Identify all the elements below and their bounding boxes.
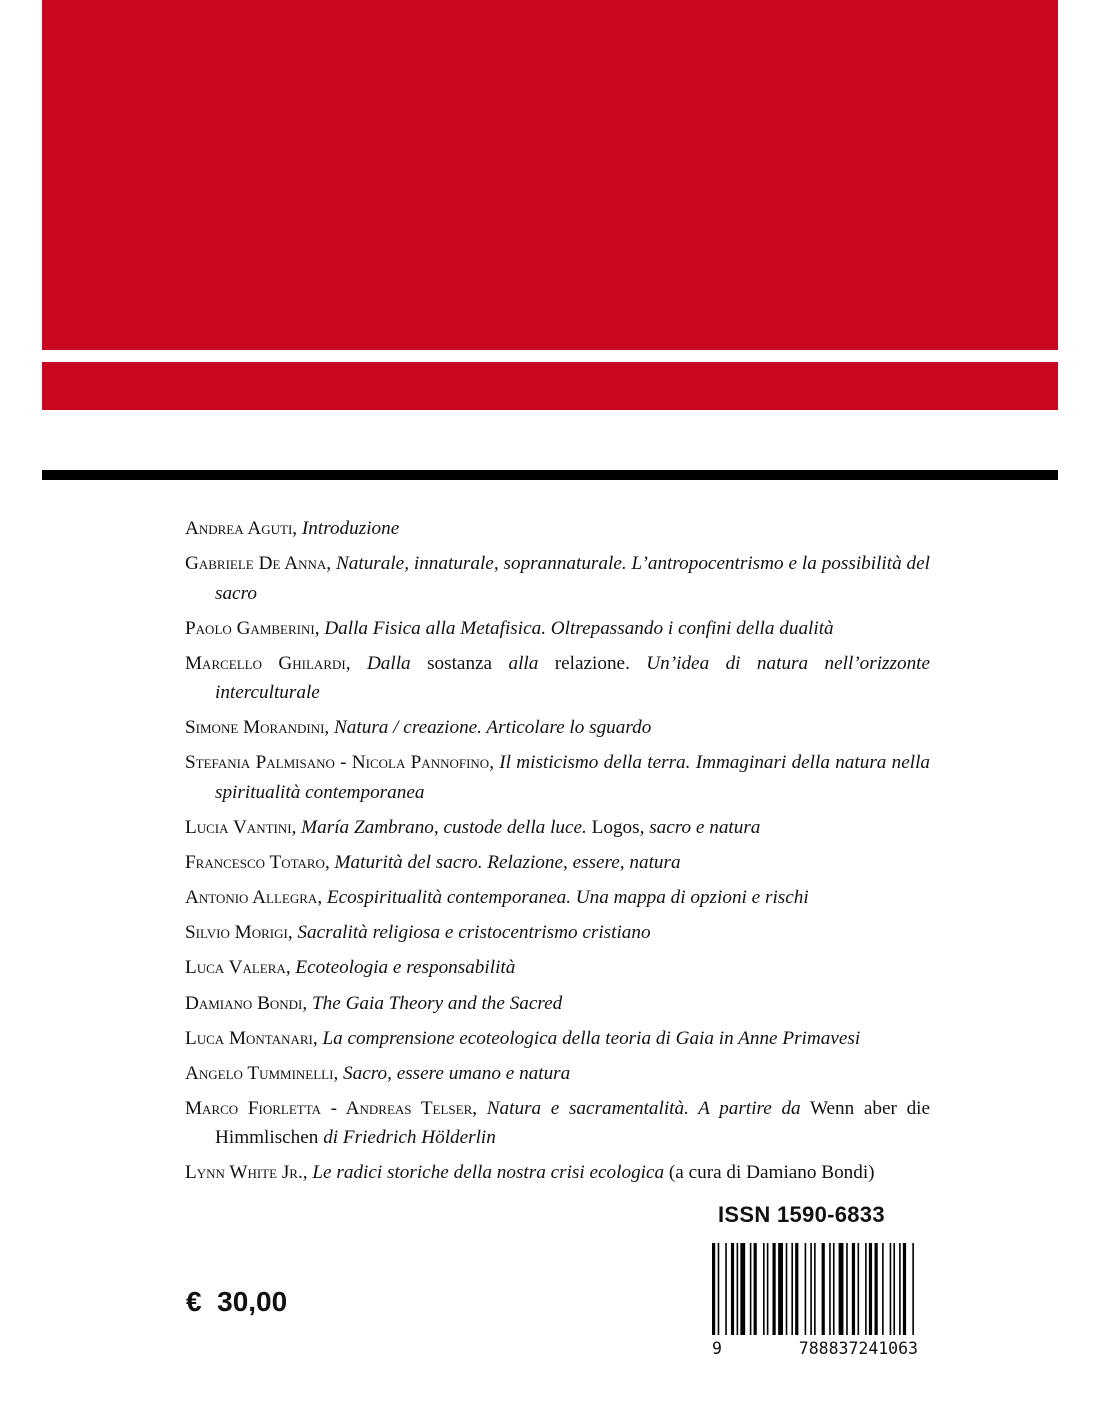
toc-entry — [185, 813, 930, 843]
barcode-bar — [763, 1243, 765, 1335]
barcode-bar — [846, 1243, 848, 1335]
toc-entry — [185, 713, 930, 743]
barcode-bar — [865, 1243, 867, 1335]
toc-entry — [185, 748, 930, 807]
toc-author: Antonio Allegra — [185, 887, 318, 909]
toc-title-italic: Sacralità religiosa e cristocentrismo cristiano — [297, 922, 651, 944]
toc-title-italic: alla — [492, 652, 555, 674]
toc-author: Angelo Tumminelli — [185, 1062, 334, 1084]
toc-text: . — [625, 652, 647, 674]
barcode-bar — [829, 1243, 831, 1335]
barcode-bar — [822, 1243, 825, 1335]
barcode-bar — [893, 1243, 895, 1335]
barcode-bar — [882, 1243, 884, 1335]
issn-label: ISSN 1590-6833 — [718, 1202, 885, 1227]
toc-text: (a cura di Damiano Bondi) — [664, 1162, 875, 1184]
barcode-bar — [814, 1243, 816, 1335]
barcode-bar — [737, 1243, 739, 1335]
toc-author: Lucia Vantini — [185, 817, 292, 839]
barcode-bar — [731, 1243, 734, 1335]
barcode-bar — [899, 1243, 901, 1335]
toc-title-italic: Dalla Fisica alla Metafisica. Oltrepassando i confini della dualità — [324, 617, 834, 639]
toc-title-italic: Natura / creazione. Articolare lo sguardo — [334, 717, 652, 739]
barcode-bar — [772, 1243, 775, 1335]
toc-text: , — [292, 518, 302, 539]
toc-text: , — [285, 957, 296, 979]
barcode-bar — [805, 1243, 807, 1335]
toc-author: Paolo Gamberini — [185, 617, 315, 639]
toc-text: , — [287, 922, 298, 944]
toc-entry — [185, 549, 930, 608]
toc-entry — [185, 1024, 930, 1054]
barcode-bar — [750, 1243, 752, 1335]
toc-entry — [185, 649, 930, 708]
barcode-bar — [869, 1243, 872, 1335]
toc-entry — [185, 614, 930, 644]
barcode-first-digit: 9 — [712, 1339, 722, 1358]
barcode-number: 788837241063 — [798, 1339, 918, 1358]
toc-text: , — [333, 1062, 344, 1084]
toc-title-italic: María Zambrano, custode della luce. — [301, 817, 587, 839]
toc-text: , — [326, 553, 336, 575]
toc-title-italic: Sacro, essere umano e natura — [343, 1062, 571, 1084]
toc-text: sostanza — [427, 652, 493, 674]
barcode-bar — [839, 1243, 844, 1335]
barcode-bar — [833, 1243, 835, 1335]
toc-title-italic: Dalla — [366, 652, 428, 674]
toc-title-italic: , sacro e natura — [639, 817, 761, 839]
cover-red-band-bottom — [42, 362, 1058, 410]
toc-title-italic: Le radici storiche della nostra crisi ecologica — [312, 1162, 665, 1184]
barcode-bar — [718, 1243, 720, 1335]
toc-entry — [185, 848, 930, 878]
toc-text: , — [302, 1162, 313, 1184]
toc-entry — [185, 953, 930, 983]
toc-entry — [185, 918, 930, 948]
toc-title-italic: Maturità del sacro. Relazione, essere, natura — [334, 852, 681, 874]
toc-entry — [185, 883, 930, 913]
toc-entry — [185, 1158, 930, 1188]
toc-title-italic: di Friedrich Hölderlin — [323, 1127, 496, 1149]
barcode-bar — [786, 1243, 788, 1335]
barcode-bar — [852, 1243, 855, 1335]
toc-text: relazione — [554, 652, 626, 674]
toc-author: Stefania Palmisano - Nicola Pannofino — [185, 752, 490, 774]
toc-text: , — [345, 652, 367, 674]
barcode-bar — [903, 1243, 906, 1335]
toc-text: Logos — [586, 817, 640, 839]
toc-author: Gabriele De Anna — [185, 553, 327, 575]
toc-title-italic: Natura e sacramentalità. A partire da — [486, 1097, 801, 1119]
toc-text: , — [324, 852, 335, 874]
toc-author: Luca Montanari — [185, 1027, 313, 1049]
barcode-bar — [791, 1243, 793, 1335]
price-label: € 30,00 — [186, 1286, 288, 1317]
toc-author: Marco Fiorletta - Andreas Telser — [185, 1097, 473, 1119]
toc-author: Francesco Totaro — [185, 852, 325, 874]
toc-title-italic: The Gaia Theory and the Sacred — [311, 992, 563, 1014]
toc-title-italic: Ecospiritualità contemporanea. Una mappa di opzioni e rischi — [326, 887, 809, 909]
table-of-contents — [185, 514, 930, 1194]
toc-entry — [185, 1094, 930, 1153]
barcode-bar — [725, 1243, 727, 1335]
barcode-bar — [712, 1243, 715, 1335]
toc-text: , — [324, 717, 334, 739]
barcode-bar — [778, 1243, 783, 1335]
barcode-bar — [858, 1243, 860, 1335]
cover-red-band-top — [42, 0, 1058, 350]
toc-title-italic: Naturale, innaturale, soprannaturale. L’antropocentrismo e la possibilità del sacro — [215, 553, 931, 604]
toc-author: Lynn White Jr. — [185, 1162, 303, 1184]
toc-text: , — [291, 817, 302, 839]
toc-author: Simone Morandini — [185, 717, 325, 739]
barcode-bar — [795, 1243, 798, 1335]
barcode-digits — [712, 1339, 918, 1359]
toc-text: , — [302, 992, 312, 1014]
barcode-bar — [754, 1243, 757, 1335]
toc-text: , — [472, 1097, 487, 1119]
toc-author: Marcello Ghilardi — [185, 652, 346, 674]
toc-entry — [185, 989, 930, 1019]
toc-title-italic: La comprensione ecoteologica della teoria di Gaia in Anne Primavesi — [322, 1027, 861, 1049]
toc-text: , — [317, 887, 327, 909]
toc-text: , — [314, 617, 325, 639]
barcode-image — [712, 1243, 918, 1335]
barcode-bar — [810, 1243, 812, 1335]
barcode-bar — [740, 1243, 745, 1335]
barcode-bar — [767, 1243, 769, 1335]
toc-title-italic: Un’idea di natura nell’orizzonte interculturale — [215, 652, 931, 704]
toc-author: Damiano Bondi — [185, 992, 303, 1014]
toc-title-italic: Ecoteologia e responsabilità — [295, 957, 516, 979]
black-divider-rule — [42, 470, 1058, 480]
barcode-bar — [890, 1243, 892, 1335]
toc-text: Wenn aber die Himmlischen — [215, 1097, 931, 1149]
toc-text: , — [312, 1027, 323, 1049]
barcode-bar — [912, 1243, 914, 1335]
toc-entry — [185, 1059, 930, 1089]
toc-author: Silvio Morigi — [185, 922, 288, 944]
toc-author: Luca Valera — [185, 957, 286, 979]
toc-title-italic: Introduzione — [301, 518, 400, 539]
toc-entry — [185, 514, 930, 544]
barcode-bar — [875, 1243, 878, 1335]
toc-text: , — [489, 752, 500, 774]
toc-author: Andrea Aguti — [185, 518, 293, 539]
toc-title-italic: Il misticismo della terra. Immaginari della natura nella spiritualità contemporanea — [215, 752, 931, 803]
